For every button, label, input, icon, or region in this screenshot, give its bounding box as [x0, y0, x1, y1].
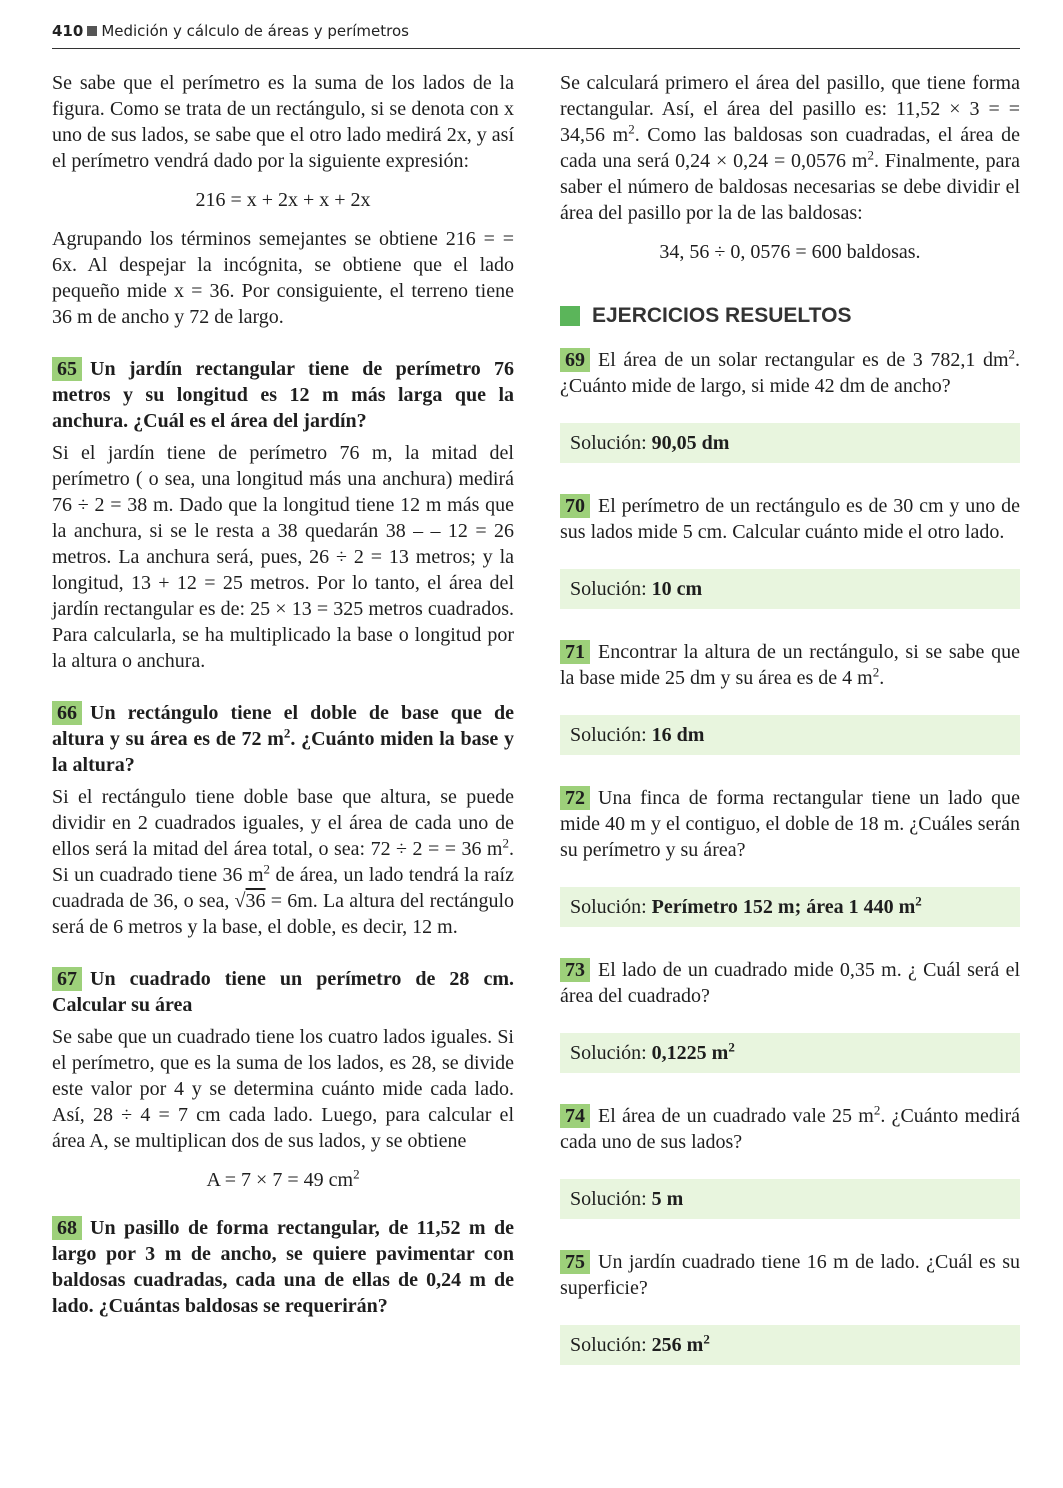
exercise-number-badge: 71 — [560, 640, 590, 664]
exercise-75: 75 Un jardín cuadrado tiene 16 m de lado. ¿Cuál es su superficie? — [560, 1251, 1020, 1299]
solution-box: Solución: 0,1225 $m^2$ — [560, 1033, 1020, 1073]
problem-number-badge: 66 — [52, 701, 82, 725]
solution-box: Solución: 256 $m^2$ — [560, 1325, 1020, 1365]
exercise-73: 73 El lado de un cuadrado mide 0,35 m. ¿ Cuál será el área del cuadrado? — [560, 959, 1020, 1007]
exercise-number-badge: 69 — [560, 348, 590, 372]
solution-box: Solución: 5 m — [560, 1179, 1020, 1219]
exercise-number-badge: 72 — [560, 786, 590, 810]
problem-66-answer: Si el rectángulo tiene doble base que altura, se puede dividir en 2 cuadrados iguales, y el área de cada uno de ellos será la mitad del área total, o sea: 72 ÷ 2 = = 36 $m^2$. Si un cuadrado tiene 36 $m^2$ de área, un lado tendrá la raíz cuadrada de 36, o sea, √36 = 6m. La altura del rectángulo será de 6 metros y la base, el doble, es decir, 12 m. — [52, 786, 515, 938]
exercise-number-badge: 73 — [560, 958, 590, 982]
exercise-69: 69 El área de un solar rectangular es de 3 782,1 $dm^2$. ¿Cuánto mide de largo, si mide 42 dm de ancho? — [560, 346, 1020, 397]
problem-number-badge: 68 — [52, 1216, 82, 1240]
exercise-number-badge: 75 — [560, 1250, 590, 1274]
header-square-icon — [87, 26, 97, 36]
header-title: Medición y cálculo de áreas y perímetros — [101, 22, 409, 40]
exercise-72: 72 Una finca de forma rectangular tiene un lado que mide 40 m y el contiguo, el doble de 18 m. ¿Cuáles serán su perímetro y su área? — [560, 787, 1020, 861]
problem-number-badge: 67 — [52, 967, 82, 991]
solution-box: Solución: Perímetro 152 m; área 1 440 $m^2$ — [560, 887, 1020, 927]
left-column — [52, 70, 514, 1325]
problem-number-badge: 65 — [52, 357, 82, 381]
exercise-71: 71 Encontrar la altura de un rectángulo, si se sabe que la base mide 25 dm y su área es de 4 $m^2$. — [560, 641, 1020, 689]
solution-box: Solución: 10 cm — [560, 569, 1020, 609]
solution-box: Solución: 90,05 dm — [560, 423, 1020, 463]
problem-67-equation: A = 7 × 7 = 49 $cm^2$ — [206, 1166, 360, 1191]
intro-paragraph-2: Agrupando los términos semejantes se obtiene 216 = = 6x. Al despejar la incógnita, se obtiene que el lado pequeño mide x = 36. Por consiguiente, el terreno tiene 36 m de ancho y 72 de largo. — [52, 228, 514, 328]
right-column — [560, 70, 1020, 1365]
problem-67-question: 67 Un cuadrado tiene un perímetro de 28 cm. Calcular su área — [52, 968, 514, 1016]
square-root-radicand: 36 — [245, 890, 266, 912]
problem-66-question: 66 Un rectángulo tiene el doble de base que de altura y su área es de 72 $m^2$. ¿Cuánto miden la base y la altura? — [52, 702, 514, 776]
problem-68-answer: Se calculará primero el área del pasillo, que tiene forma rectangular. Así, el área del pasillo es: 11,52 × 3 = = 34,56 $m^2$. Como las baldosas son cuadradas, el área de cada una será 0,24 × 0,24 = 0,0576 $m^2$. Finalmente, para saber el número de baldosas necesarias se debe dividir el área del pasillo por la de las baldosas: — [560, 72, 1020, 224]
intro-paragraph-1: Se sabe que el perímetro es la suma de los lados de la figura. Como se trata de un rectángulo, si se denota con x uno de sus lados, se sabe que el otro lado medirá 2x, y así el perímetro vendrá dado por la siguiente expresión: — [52, 72, 514, 172]
page-header — [52, 22, 1020, 49]
section-square-icon — [560, 306, 580, 326]
section-heading: EJERCICIOS RESUELTOS — [560, 303, 1020, 329]
page-number: 410 — [52, 22, 84, 40]
problem-65-answer: Si el jardín tiene de perímetro 76 m, la mitad del perímetro ( o sea, una longitud más una anchura) medirá 76 ÷ 2 = 38 m. Dado que la longitud tiene 12 m más que la anchura, si se le resta a 38 quedarán 38 – – 12 = 26 metros. La anchura será, pues, 26 ÷ 2 = 13 metros; y la longitud, 13 + 12 = 25 metros. Por lo tanto, el área del jardín rectangular es de: 25 × 13 = 325 metros cuadrados. Para calcularla, se ha multiplicado la base o longitud por la altura o anchura. — [52, 442, 514, 672]
problem-68-equation: 34, 56 ÷ 0, 0576 = 600 baldosas. — [659, 241, 921, 263]
intro-equation: 216 = x + 2x + x + 2x — [195, 189, 371, 211]
solution-box: Solución: 16 dm — [560, 715, 1020, 755]
exercise-number-badge: 74 — [560, 1104, 590, 1128]
problem-68-question: 68 Un pasillo de forma rectangular, de 11,52 m de largo por 3 m de ancho, se quiere pavimentar con baldosas cuadradas, cada una de ellas de 0,24 m de lado. ¿Cuántas baldosas se requerirán? — [52, 1217, 514, 1317]
exercise-number-badge: 70 — [560, 494, 590, 518]
exercise-70: 70 El perímetro de un rectángulo es de 30 cm y uno de sus lados mide 5 cm. Calcular cuánto mide el otro lado. — [560, 495, 1020, 543]
exercise-74: 74 El área de un cuadrado vale 25 $m^2$. ¿Cuánto medirá cada uno de sus lados? — [560, 1102, 1020, 1153]
problem-67-answer: Se sabe que un cuadrado tiene los cuatro lados iguales. Si el perímetro, que es la suma de los lados, es 28, se divide este valor por 4 y se determina cuánto mide cada lado. Así, 28 ÷ 4 = 7 cm cada lado. Luego, para calcular el área A, se multiplican dos de sus lados, y se obtiene — [52, 1026, 514, 1152]
problem-65-question: 65 Un jardín rectangular tiene de perímetro 76 metros y su longitud es 12 m más larga que la anchura. ¿Cuál es el área del jardín? — [52, 358, 514, 432]
